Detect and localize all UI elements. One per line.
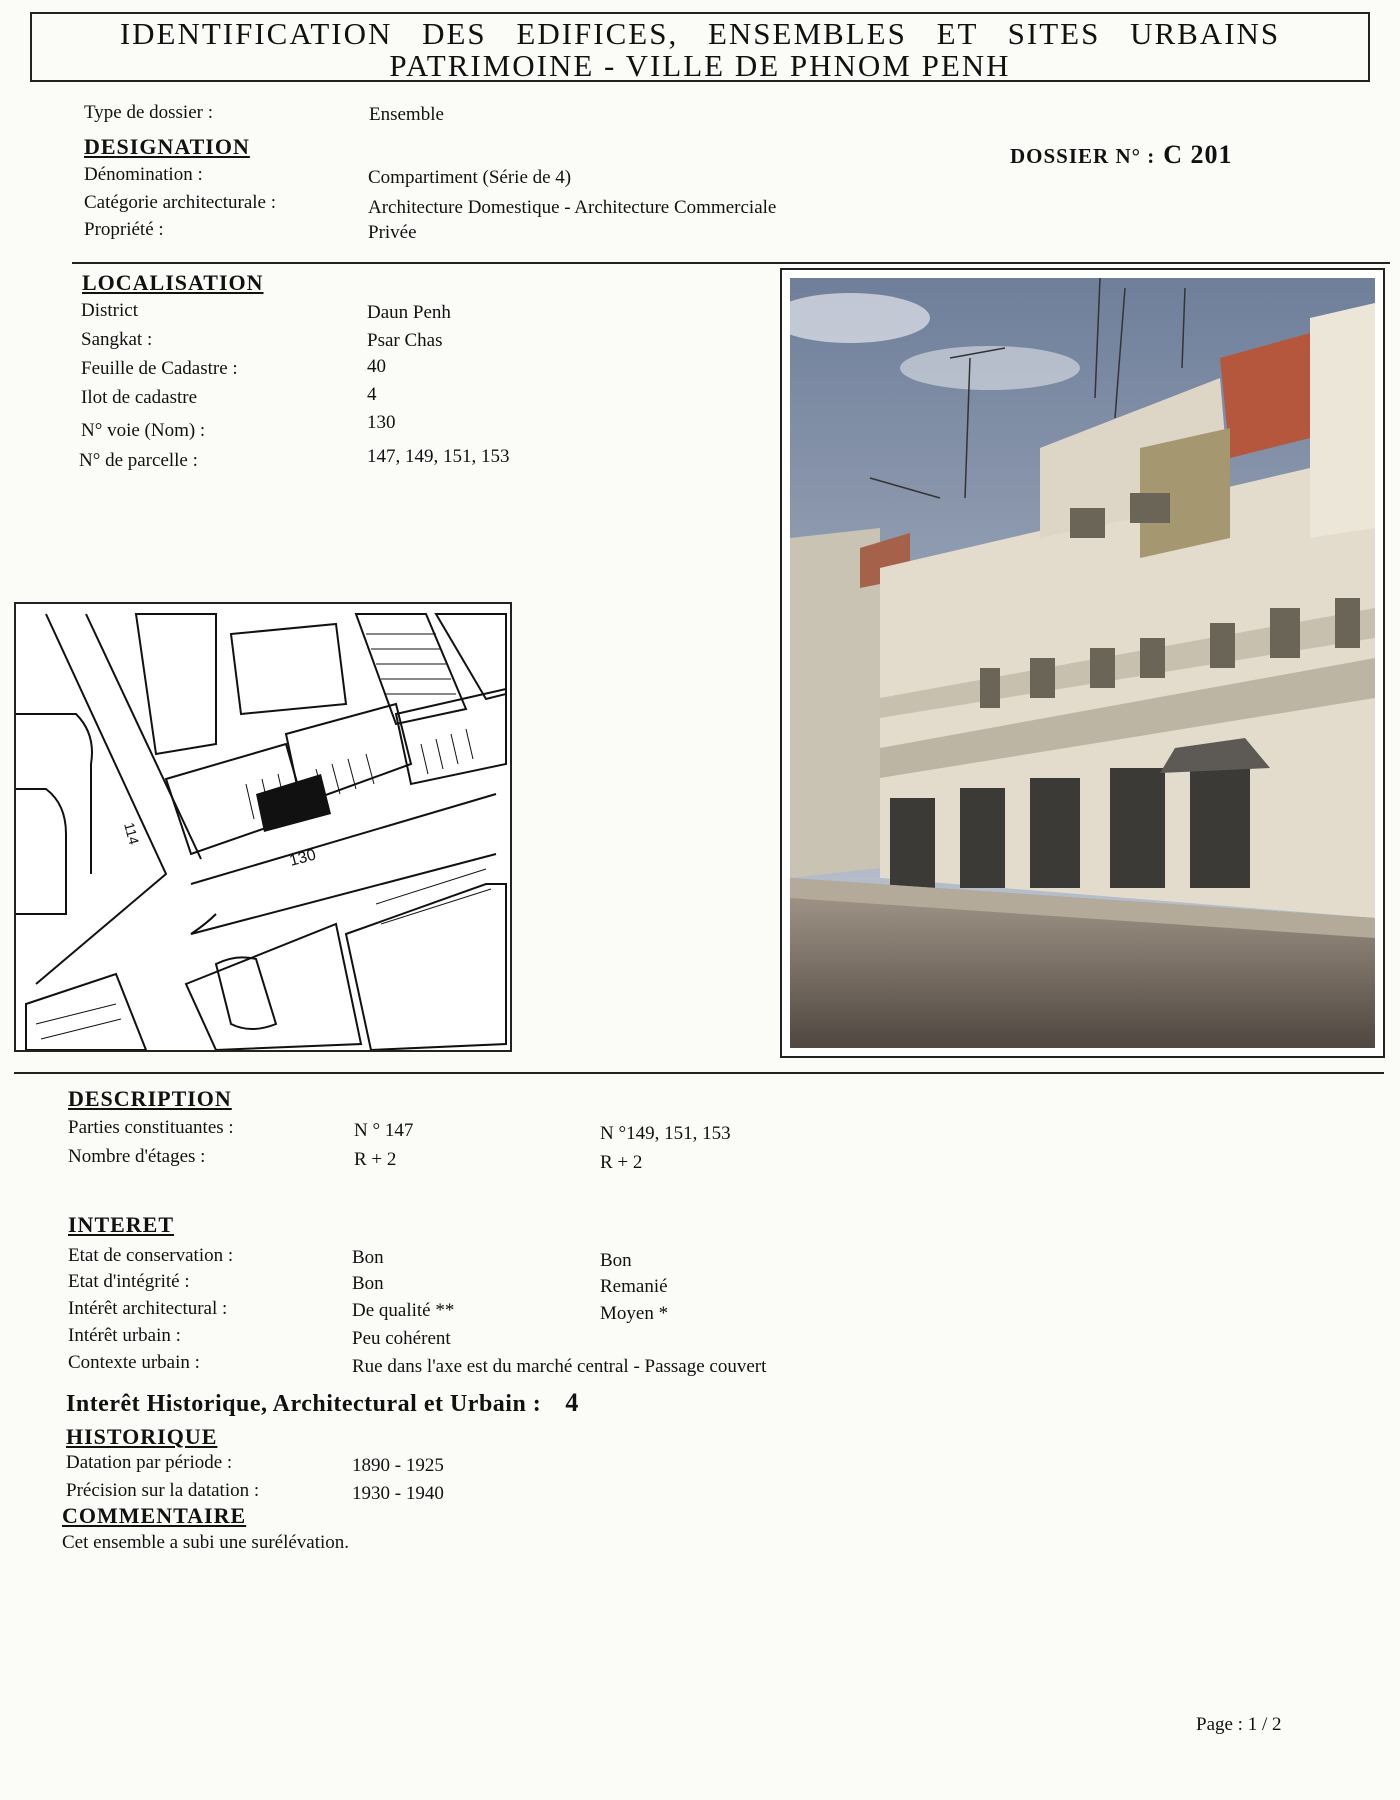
localisation-label: N° de parcelle : <box>79 450 198 471</box>
description-label: Nombre d'étages : <box>68 1146 206 1167</box>
interet-col1: De qualité ** <box>352 1300 455 1321</box>
building-photo-image <box>790 278 1375 1048</box>
designation-value: Compartiment (Série de 4) <box>368 167 572 188</box>
interet-summary-label: Interêt Historique, Architectural et Urbain : <box>66 1391 542 1417</box>
designation-label: Catégorie architecturale : <box>84 192 277 213</box>
description-col2: N °149, 151, 153 <box>600 1123 731 1144</box>
localisation-title: LOCALISATION <box>82 270 264 295</box>
interet-col2: Bon <box>600 1250 632 1271</box>
interet-summary <box>66 1388 579 1418</box>
header-subtitle: PATRIMOINE - VILLE DE PHNOM PENH <box>389 48 1011 83</box>
section-divider <box>14 1072 1384 1074</box>
description-title: DESCRIPTION <box>68 1086 232 1111</box>
map-cross-street-label: 114 <box>121 820 143 847</box>
interet-label: Etat d'intégrité : <box>68 1271 190 1292</box>
historique-value: 1930 - 1940 <box>352 1483 444 1504</box>
map-street-label: 130 <box>287 846 318 870</box>
building-photo <box>780 268 1385 1058</box>
historique-label: Précision sur la datation : <box>66 1480 260 1501</box>
cadastral-map <box>14 602 512 1052</box>
commentaire-text: Cet ensemble a subi une surélévation. <box>62 1532 350 1553</box>
description-col1: N ° 147 <box>354 1120 414 1141</box>
localisation-value: 130 <box>367 412 396 433</box>
localisation-label: Feuille de Cadastre : <box>81 358 238 379</box>
page-number: Page : 1 / 2 <box>1196 1714 1282 1735</box>
cadastral-map-drawing <box>16 604 510 1050</box>
designation-label: Propriété : <box>84 219 164 240</box>
interet-col1: Rue dans l'axe est du marché central - Passage couvert <box>352 1356 767 1377</box>
commentaire-title: COMMENTAIRE <box>62 1503 247 1528</box>
designation-value: Privée <box>368 222 417 243</box>
localisation-value: 4 <box>367 384 377 405</box>
localisation-value: 147, 149, 151, 153 <box>367 446 510 467</box>
localisation-label: District <box>81 300 138 321</box>
historique-title: HISTORIQUE <box>66 1424 218 1449</box>
description-label: Parties constituantes : <box>68 1117 234 1138</box>
interet-label: Intérêt urbain : <box>68 1325 181 1346</box>
historique-value: 1890 - 1925 <box>352 1455 444 1476</box>
description-col1: R + 2 <box>354 1149 397 1170</box>
type-dossier-value: Ensemble <box>369 104 444 125</box>
dossier-number <box>1010 140 1233 170</box>
interet-col1: Bon <box>352 1273 384 1294</box>
localisation-value: 40 <box>367 356 386 377</box>
designation-value: Architecture Domestique - Architecture Commerciale <box>368 197 777 218</box>
localisation-label: N° voie (Nom) : <box>81 420 206 441</box>
interet-label: Etat de conservation : <box>68 1245 234 1266</box>
dossier-label: DOSSIER N° : <box>1010 144 1156 168</box>
interet-col2: Remanié <box>600 1276 668 1297</box>
interet-col2: Moyen * <box>600 1303 669 1324</box>
document-header <box>30 12 1370 82</box>
interet-label: Contexte urbain : <box>68 1352 200 1373</box>
localisation-label: Sangkat : <box>81 329 153 350</box>
localisation-label: Ilot de cadastre <box>81 387 198 408</box>
interet-col1: Bon <box>352 1247 384 1268</box>
designation-label: Dénomination : <box>84 164 203 185</box>
interet-label: Intérêt architectural : <box>68 1298 228 1319</box>
description-col2: R + 2 <box>600 1152 643 1173</box>
designation-title: DESIGNATION <box>84 134 250 159</box>
interet-summary-score: 4 <box>565 1388 579 1417</box>
localisation-value: Psar Chas <box>367 330 443 351</box>
dossier-value: C 201 <box>1163 140 1233 169</box>
interet-col1: Peu cohérent <box>352 1328 451 1349</box>
interet-title: INTERET <box>68 1212 175 1237</box>
historique-label: Datation par période : <box>66 1452 233 1473</box>
localisation-value: Daun Penh <box>367 302 451 323</box>
type-dossier-label: Type de dossier : <box>84 102 214 123</box>
section-divider <box>72 262 1390 264</box>
header-title: IDENTIFICATION DES EDIFICES, ENSEMBLES ET SITES URBAINS <box>119 16 1281 51</box>
